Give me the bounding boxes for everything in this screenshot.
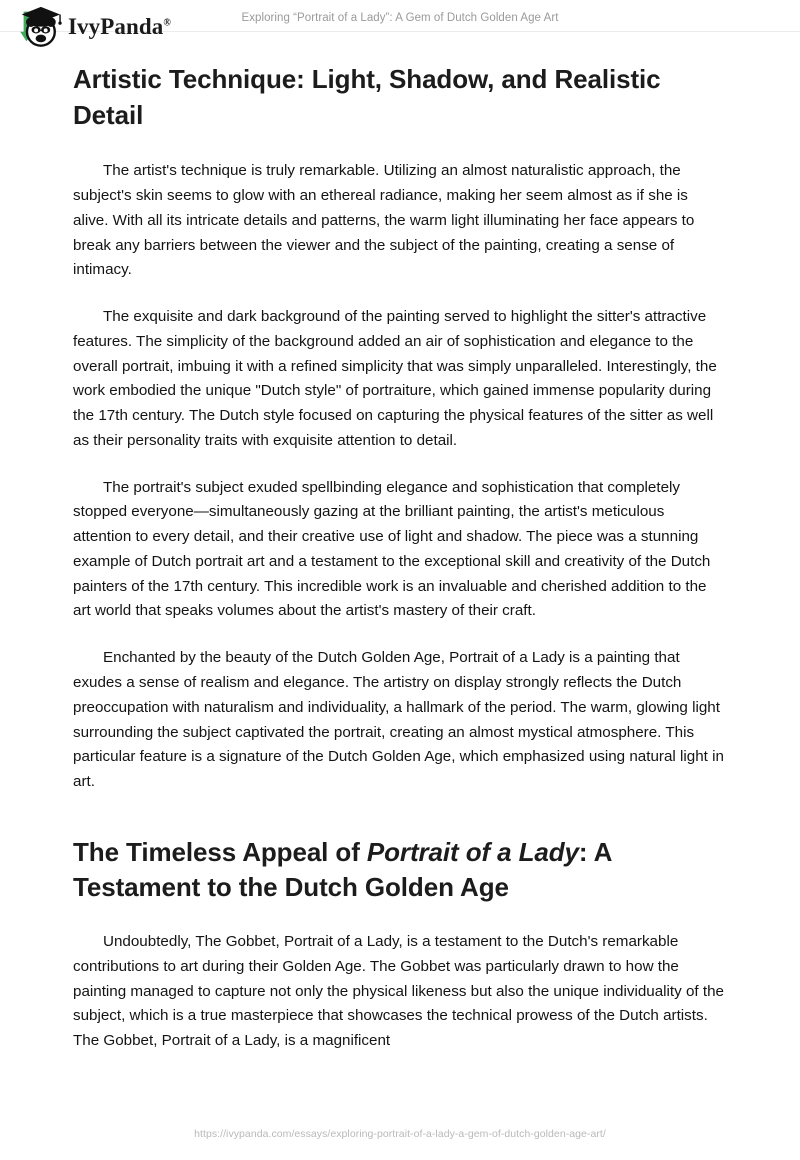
heading-text-after: : A Testament to the Dutch Golden Age <box>73 836 612 903</box>
paragraph: Undoubtedly, The Gobbet, Portrait of a Lady, is a testament to the Dutch's remarkable contributions to art during their Golden Age. The Gobbet was particularly drawn to how the painting managed to capture not only the physical likeness but also the unique individuality of the subject, which is a true masterpiece that showcases the technical prowess of the Dutch artists. The Gobbet, Portrait of a Lady, is a magnificent <box>73 933 724 1050</box>
heading-text-italic: Portrait of a Lady <box>366 836 579 867</box>
panda-graduate-icon <box>14 3 62 49</box>
running-title: Exploring “Portrait of a Lady”: A Gem of Dutch Golden Age Art <box>241 12 559 24</box>
brand-name-text: IvyPanda <box>68 13 164 39</box>
page-footer <box>0 1124 800 1142</box>
brand-logo[interactable] <box>14 3 171 49</box>
section-heading-artistic-technique: Artistic Technique: Light, Shadow, and Realistic Detail <box>73 64 661 130</box>
paragraph: Enchanted by the beauty of the Dutch Golden Age, Portrait of a Lady is a painting that exudes a sense of realism and elegance. The artistry on display strongly reflects the Dutch preoccupation with naturalism and individuality, a hallmark of the period. The warm, glowing light surrounding the subject captivated the portrait, creating an almost mystical atmosphere. This particular feature is a signature of the Dutch Golden Age, which emphasized using natural light in art. <box>73 649 724 791</box>
section-heading-timeless-appeal <box>73 835 726 906</box>
heading-text-before: The Timeless Appeal of <box>73 836 367 867</box>
page-header <box>0 0 800 39</box>
paragraph: The portrait's subject exuded spellbinding elegance and sophistication that completely stopped everyone—simultaneously gazing at the brilliant painting, the artist's meticulous attention to every detail, and their creative use of light and shadow. The piece was a stunning example of Dutch portrait art and a testament to the exceptional skill and creativity of the Dutch painters of the 17th century. This incredible work is an invaluable and cherished addition to the art world that speaks volumes about the artist's mastery of their craft. <box>73 478 711 620</box>
footer-source-url[interactable]: https://ivypanda.com/essays/exploring-portrait-of-a-lady-a-gem-of-dutch-golden-age-art/ <box>194 1128 606 1140</box>
registered-mark: ® <box>163 16 171 28</box>
article-body <box>73 62 726 1054</box>
paragraph: The exquisite and dark background of the painting served to highlight the sitter's attractive features. The simplicity of the background added an air of sophistication and elegance to the overall portrait, imbuing it with a refined simplicity that was simply unparalleled. Interestingly, the work embodied the unique "Dutch style" of portraiture, which gained immense popularity during the 17th century. The Dutch style focused on capturing the physical features of the sitter as well as their personality traits with exquisite attention to detail. <box>73 308 717 449</box>
paragraph: The artist's technique is truly remarkable. Utilizing an almost naturalistic approach, the subject's skin seems to glow with an ethereal radiance, making her seem almost as if she is alive. With all its intricate details and patterns, the warm light illuminating her face appears to break any barriers between the viewer and the subject of the painting, creating a sense of intimacy. <box>73 162 695 279</box>
